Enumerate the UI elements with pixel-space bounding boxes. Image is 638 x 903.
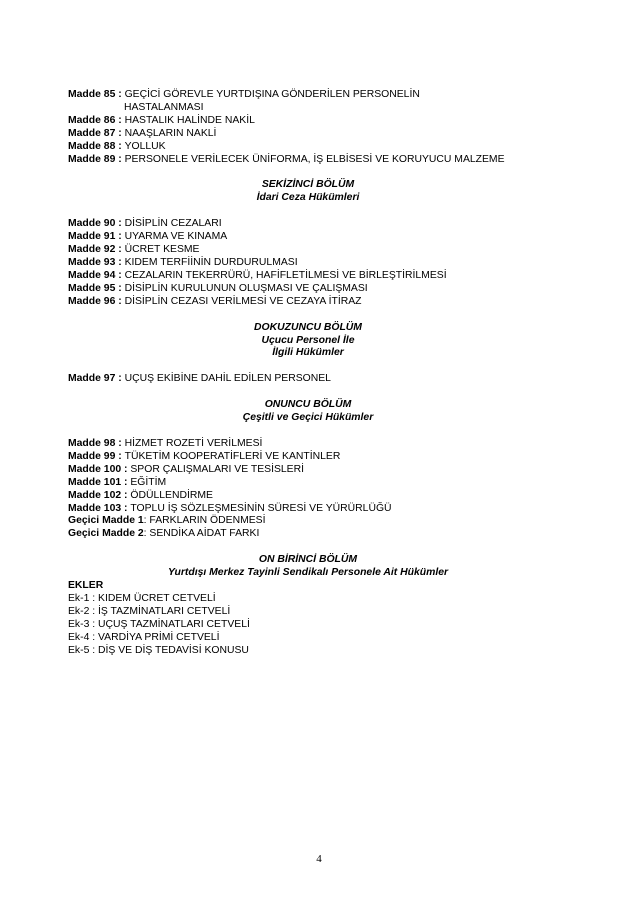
section-title: ON BİRİNCİ BÖLÜM [258, 554, 358, 566]
article-title: CEZALARIN TEKERRÜRÜ, HAFİFLETİLMESİ VE BİRLEŞTİRİLMESİ [124, 269, 447, 281]
article-title: DİSİPLİN KURULUNUN OLUŞMASI VE ÇALIŞMASI [124, 282, 368, 294]
article-label: Madde 90 : [68, 218, 125, 230]
article-label: Madde 100 : [68, 463, 131, 475]
annex-item: Ek-3 : UÇUŞ TAZMİNATLARI CETVELİ [68, 618, 250, 630]
article-label: Madde 102 : [68, 489, 131, 501]
article-title: UÇUŞ EKİBİNE DAHİL EDİLEN PERSONEL [124, 373, 331, 385]
article-title: : FARKLARIN ÖDENMESİ [143, 515, 266, 527]
section-heading-9 [68, 322, 588, 361]
article-row [68, 89, 588, 102]
article-title: UYARMA VE KINAMA [124, 231, 228, 243]
article-row [68, 115, 588, 128]
article-label: Madde 99 : [68, 450, 125, 462]
annex-item: Ek-2 : İŞ TAZMİNATLARI CETVELİ [68, 605, 231, 617]
article-row [68, 154, 588, 167]
article-row [68, 503, 588, 516]
section-heading-8 [68, 179, 588, 205]
section-title: SEKİZİNCİ BÖLÜM [261, 179, 355, 191]
article-row [68, 490, 588, 503]
article-row [68, 477, 588, 490]
article-label: Madde 91 : [68, 231, 125, 243]
article-label: Madde 97 : [68, 373, 125, 385]
article-title: NAAŞLARIN NAKLİ [124, 127, 217, 139]
article-label: Geçici Madde 2 [68, 528, 144, 540]
article-label: Madde 88 : [68, 140, 125, 152]
article-row [68, 373, 588, 386]
article-row [68, 451, 588, 464]
section-title: ONUNCU BÖLÜM [264, 399, 352, 411]
article-row [68, 257, 588, 270]
article-title: TÜKETİM KOOPERATİFLERİ VE KANTİNLER [124, 450, 341, 462]
article-row [68, 296, 588, 309]
article-row [68, 528, 588, 541]
annex-item: Ek-1 : KIDEM ÜCRET CETVELİ [68, 593, 216, 604]
section-heading-10 [68, 399, 588, 425]
article-label: Madde 92 : [68, 244, 125, 256]
article-row [68, 218, 588, 231]
article-row [68, 270, 588, 283]
article-row [68, 515, 588, 528]
article-label: Madde 89 : [68, 153, 125, 165]
section-title: DOKUZUNCU BÖLÜM [254, 321, 362, 333]
article-row [68, 128, 588, 141]
article-row [68, 244, 588, 257]
article-label: Madde 98 : [68, 438, 125, 450]
article-title: DİSİPLİN CEZALARI [124, 218, 222, 230]
article-row [68, 141, 588, 154]
article-title: YOLLUK [124, 140, 166, 152]
article-title: HASTALIK HALİNDE NAKİL [124, 114, 255, 126]
article-title: PERSONELE VERİLECEK ÜNİFORMA, İŞ ELBİSESİ VE KORUYUCU MALZEME [124, 153, 505, 165]
article-label: Madde 103 : [68, 502, 131, 514]
article-title: TOPLU İŞ SÖZLEŞMESİNİN SÜRESİ VE YÜRÜRLÜĞÜ [130, 502, 392, 514]
annex-list [68, 580, 588, 657]
article-title: KIDEM TERFİİNİN DURDURULMASI [124, 256, 298, 268]
article-title: ÖDÜLLENDİRME [130, 489, 213, 501]
article-label: Madde 85 : [68, 89, 125, 100]
article-row [68, 438, 588, 451]
section-subtitle: İlgili Hükümler [272, 347, 344, 359]
article-label: Madde 101 : [68, 476, 131, 488]
section-subtitle: İdari Ceza Hükümleri [256, 192, 360, 204]
page-number: 4 [316, 853, 322, 865]
article-title: : SENDİKA AİDAT FARKI [143, 528, 260, 540]
article-label: Madde 95 : [68, 282, 125, 294]
document-page [68, 89, 588, 658]
article-title: EĞİTİM [130, 476, 167, 488]
section-subtitle: Çeşitli ve Geçici Hükümler [242, 412, 374, 424]
article-list-b [68, 218, 588, 308]
article-label: Madde 93 : [68, 256, 125, 268]
article-row [68, 464, 588, 477]
article-label: Geçici Madde 1 [68, 515, 144, 527]
article-title: HİZMET ROZETİ VERİLMESİ [124, 438, 263, 450]
article-title: SPOR ÇALIŞMALARI VE TESİSLERİ [130, 463, 304, 475]
article-label: Madde 94 : [68, 269, 125, 281]
article-title-continuation: HASTALANMASI [124, 101, 204, 113]
article-title: GEÇİCİ GÖREVLE YURTDIŞINA GÖNDERİLEN PERSONELİN [124, 89, 420, 100]
article-title: DİSİPLİN CEZASI VERİLMESİ VE CEZAYA İTİRAZ [124, 295, 362, 307]
annex-heading: EKLER [68, 580, 104, 592]
article-row [68, 283, 588, 296]
article-row [68, 231, 588, 244]
section-heading-11 [68, 554, 588, 580]
article-label: Madde 96 : [68, 295, 125, 307]
annex-item: Ek-5 : DİŞ VE DİŞ TEDAVİSİ KONUSU [68, 644, 249, 656]
article-list-a [68, 89, 588, 166]
section-subtitle: Yurtdışı Merkez Tayinli Sendikalı Personele Ait Hükümler [167, 567, 449, 579]
article-title: ÜCRET KESME [124, 244, 200, 256]
article-label: Madde 87 : [68, 127, 125, 139]
annex-item: Ek-4 : VARDİYA PRİMİ CETVELİ [68, 631, 220, 643]
article-list-d [68, 438, 588, 541]
section-subtitle: Uçucu Personel İle [261, 334, 355, 346]
article-list-c [68, 373, 588, 386]
article-label: Madde 86 : [68, 114, 125, 126]
